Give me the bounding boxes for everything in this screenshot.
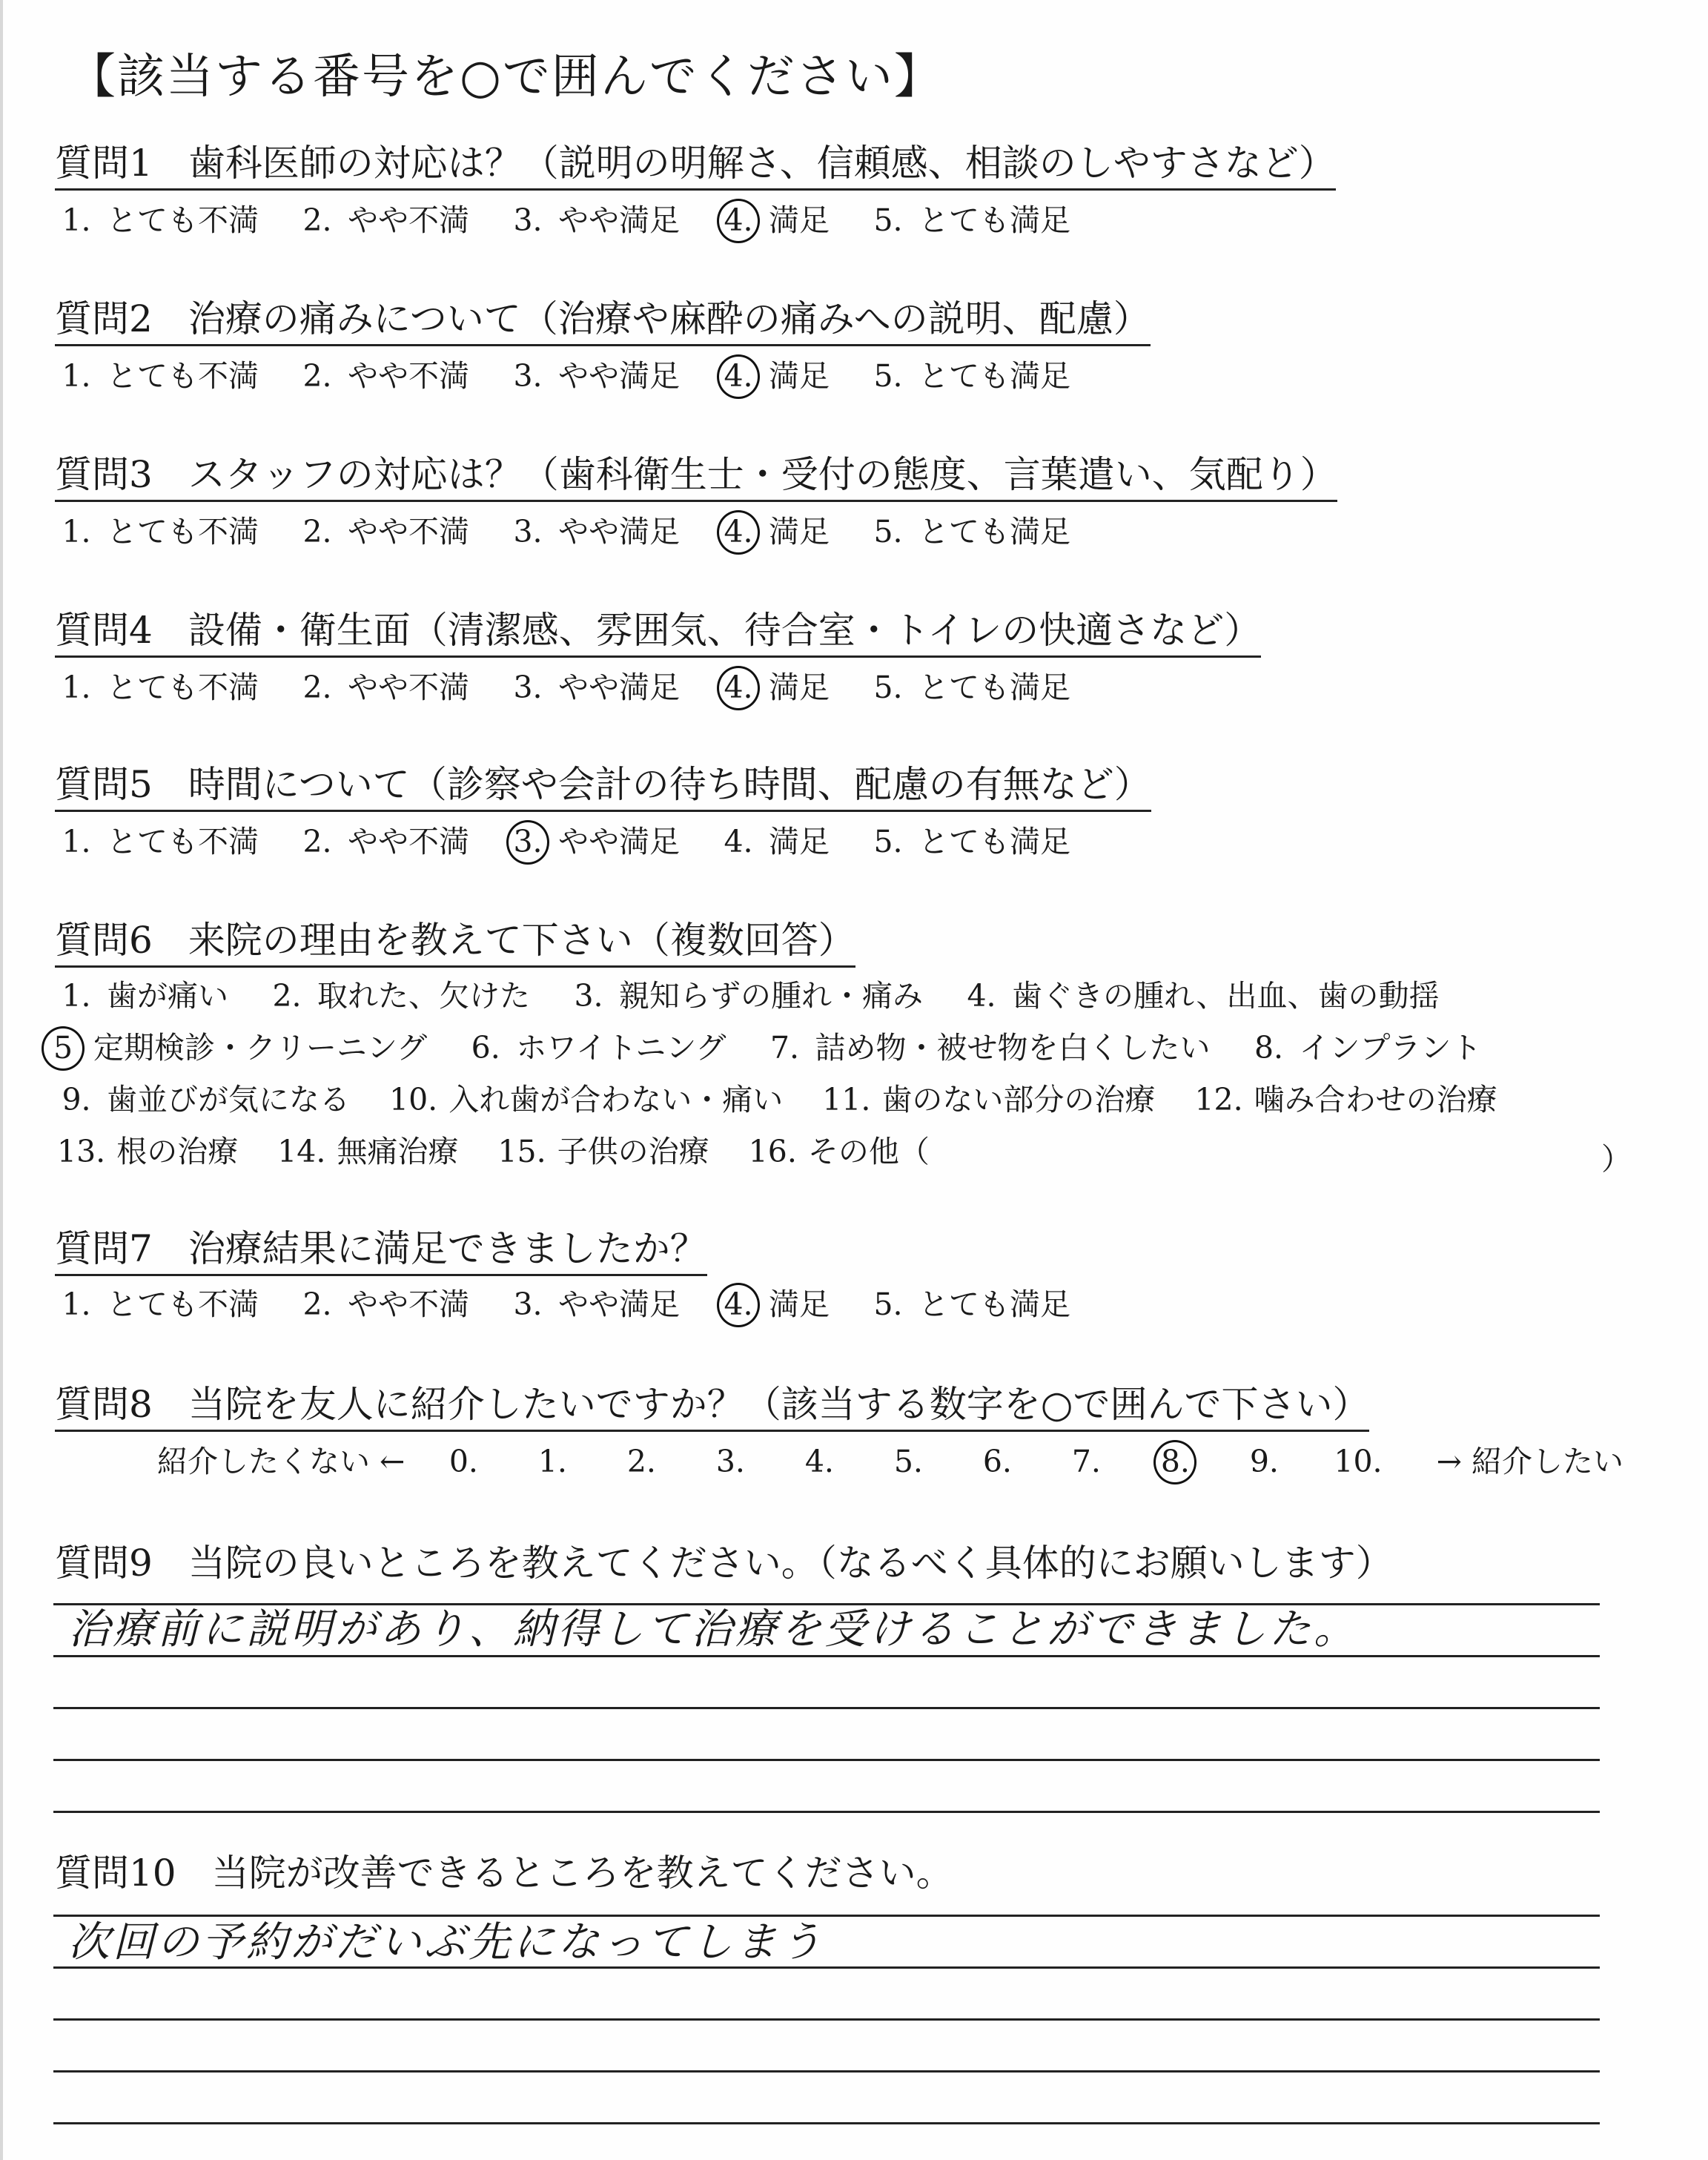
- option-label: 満足: [769, 1287, 830, 1323]
- option-number: 1.: [62, 978, 91, 1014]
- option-label: 取れた、欠けた: [317, 978, 530, 1014]
- option-number: 1.: [62, 1287, 91, 1323]
- option-number: 4.: [804, 1444, 834, 1480]
- answer-line: [53, 1966, 1600, 1969]
- answer-line: [53, 1655, 1600, 1657]
- reason-row-3: [55, 1078, 1535, 1123]
- option[interactable]: [296, 820, 469, 865]
- question-1: [55, 141, 1336, 191]
- option-number: 4.: [724, 824, 753, 860]
- option[interactable]: [717, 510, 830, 555]
- option[interactable]: [1248, 1026, 1482, 1071]
- option[interactable]: [296, 354, 469, 399]
- option[interactable]: [55, 666, 259, 710]
- answer-line: [53, 2018, 1600, 2021]
- option-number: 5.: [873, 202, 903, 239]
- question-text: 歯科医師の対応は？（説明の明解さ、信頼感、相談のしやすさなど）: [188, 142, 1336, 185]
- reason-row-4: [55, 1130, 967, 1175]
- option-label: やや不満: [348, 514, 469, 550]
- option-number: 5.: [873, 824, 903, 860]
- question-text: 当院を友人に紹介したいですか？（該当する数字を○で囲んで下さい）: [188, 1383, 1370, 1426]
- answer-line: [53, 2070, 1600, 2073]
- option[interactable]: [1065, 1440, 1116, 1484]
- question-text: 当院が改善できるところを教えてください。: [211, 1852, 953, 1895]
- form-header: 【該当する番号を○で囲んでください】: [68, 50, 943, 105]
- option-label: やや満足: [558, 358, 680, 394]
- option-label: やや不満: [348, 358, 469, 394]
- question-7: [55, 1226, 707, 1276]
- option-label: やや満足: [558, 514, 680, 550]
- question-number: 質問4: [55, 609, 153, 652]
- option[interactable]: [55, 1283, 259, 1327]
- option-number: 2.: [302, 1287, 332, 1323]
- option[interactable]: [567, 974, 923, 1019]
- question-3: [55, 452, 1337, 502]
- question-text: スタッフの対応は？（歯科衛生士・受付の態度、言葉遣い、気配り）: [188, 453, 1337, 496]
- option[interactable]: [296, 666, 469, 710]
- option-number: 0.: [448, 1444, 478, 1480]
- option[interactable]: [531, 1440, 583, 1484]
- option[interactable]: [717, 1283, 830, 1327]
- option[interactable]: [296, 199, 469, 243]
- option[interactable]: [55, 354, 259, 399]
- option-number: 3.: [715, 1444, 745, 1480]
- option[interactable]: [867, 666, 1070, 710]
- scale-right-label: → 紹介したい: [1436, 1444, 1623, 1480]
- option-label: とても不満: [107, 202, 259, 239]
- option[interactable]: [464, 1026, 726, 1071]
- option-number: 15.: [497, 1134, 546, 1170]
- option-number: 3.: [574, 978, 603, 1014]
- question-number: 質問10: [55, 1852, 176, 1895]
- option[interactable]: [887, 1440, 939, 1484]
- option[interactable]: [265, 974, 530, 1019]
- question-9: [55, 1541, 1393, 1588]
- option[interactable]: [798, 1440, 850, 1484]
- question-number: 質問3: [55, 453, 153, 496]
- option[interactable]: [867, 1283, 1070, 1327]
- question-number: 質問8: [55, 1383, 153, 1426]
- option-label: やや不満: [348, 1287, 469, 1323]
- answer-scale-4: [55, 666, 1108, 710]
- question-4: [55, 608, 1261, 658]
- option-label: 満足: [769, 824, 830, 860]
- option-label: とても不満: [107, 358, 259, 394]
- question-number: 質問2: [55, 297, 153, 340]
- option-label: とても不満: [107, 1287, 259, 1323]
- option-label: 子供の治療: [557, 1134, 709, 1170]
- answer-scale-2: [55, 354, 1108, 399]
- question-text: 時間について（診察や会計の待ち時間、配慮の有無など）: [188, 763, 1151, 806]
- question-number: 質問7: [55, 1227, 153, 1270]
- option-label: 無痛治療: [337, 1134, 459, 1170]
- answer-scale-7: [55, 1283, 1108, 1327]
- option[interactable]: [709, 1440, 761, 1484]
- question-text: 治療の痛みについて（治療や麻酔の痛みへの説明、配慮）: [188, 297, 1151, 340]
- option-number: 3.: [513, 514, 543, 550]
- option[interactable]: [867, 820, 1070, 865]
- option-number: 1.: [62, 824, 91, 860]
- option-number: 9.: [62, 1082, 91, 1118]
- option-label: 満足: [769, 358, 830, 394]
- option-label: 根の治療: [116, 1134, 239, 1170]
- option-number: 4.: [717, 199, 760, 243]
- reason-row-1: [55, 974, 1476, 1019]
- option-label: やや満足: [558, 824, 680, 860]
- option-number: 4.: [717, 510, 760, 555]
- question-2: [55, 297, 1151, 346]
- answer-line: [53, 1759, 1600, 1761]
- option-number: 4.: [717, 1283, 760, 1327]
- option-label: とても満足: [918, 202, 1070, 239]
- option[interactable]: [55, 199, 259, 243]
- option-number: 2.: [302, 670, 332, 706]
- option[interactable]: [55, 1130, 238, 1175]
- option[interactable]: [717, 666, 830, 710]
- option-label: やや満足: [558, 202, 680, 239]
- option-number: 5: [42, 1026, 85, 1071]
- recommend-scale: [157, 1440, 1623, 1484]
- option-number: 3.: [506, 820, 549, 865]
- option[interactable]: [55, 974, 228, 1019]
- option-label: とても不満: [107, 670, 259, 706]
- option-number: 2.: [302, 514, 332, 550]
- option[interactable]: [55, 510, 259, 555]
- question-6: [55, 918, 855, 968]
- option-label: 噛み合わせの治療: [1254, 1082, 1497, 1118]
- option-label: 詰め物・被せ物を白くしたい: [815, 1030, 1211, 1066]
- answer-line: [53, 1811, 1600, 1813]
- question-text: 来院の理由を教えて下さい（複数回答）: [188, 919, 855, 962]
- option[interactable]: [506, 510, 680, 555]
- option-label: とても満足: [918, 358, 1070, 394]
- option[interactable]: [1242, 1440, 1294, 1484]
- option[interactable]: [747, 1130, 930, 1175]
- option-label: ホワイトニング: [516, 1030, 726, 1066]
- option[interactable]: [717, 354, 830, 399]
- option-number: 5.: [873, 514, 903, 550]
- option[interactable]: [867, 510, 1070, 555]
- option-label: その他（: [807, 1134, 930, 1170]
- option-number: 1.: [62, 514, 91, 550]
- option[interactable]: [867, 199, 1070, 243]
- option-label: とても満足: [918, 670, 1070, 706]
- option-number: 4.: [967, 978, 996, 1014]
- option-number: 12.: [1194, 1082, 1243, 1118]
- option-number: 2.: [302, 202, 332, 239]
- option[interactable]: [764, 1026, 1211, 1071]
- option-number: 2.: [626, 1444, 656, 1480]
- option[interactable]: [296, 1283, 469, 1327]
- option-number: 3.: [513, 202, 543, 239]
- option-number: 1.: [537, 1444, 567, 1480]
- option-number: 1.: [62, 202, 91, 239]
- option-label: やや不満: [348, 670, 469, 706]
- option-label: 歯ぐきの腫れ、出血、歯の動揺: [1012, 978, 1440, 1014]
- option-number: 3.: [513, 670, 543, 706]
- question-8: [55, 1382, 1369, 1432]
- option-label: 歯が痛い: [107, 978, 228, 1014]
- answer-scale-5: [55, 820, 1108, 865]
- option-label: とても満足: [918, 1287, 1070, 1323]
- option[interactable]: [506, 354, 680, 399]
- option-label: やや満足: [558, 1287, 680, 1323]
- option-number: 4.: [717, 354, 760, 399]
- option-number: 10.: [1334, 1444, 1383, 1480]
- option-label: インプラント: [1299, 1030, 1482, 1066]
- option-label: 入れ歯が合わない・痛い: [448, 1082, 784, 1118]
- option[interactable]: [506, 1283, 680, 1327]
- option-label: やや満足: [558, 670, 680, 706]
- answer-line: [53, 1707, 1600, 1709]
- option[interactable]: [442, 1440, 494, 1484]
- question-5: [55, 762, 1151, 812]
- option[interactable]: [717, 820, 830, 865]
- question-number: 質問5: [55, 763, 153, 806]
- option[interactable]: [620, 1440, 672, 1484]
- question-number: 質問1: [55, 142, 153, 185]
- option[interactable]: [976, 1440, 1027, 1484]
- option[interactable]: [55, 820, 259, 865]
- option[interactable]: [820, 1078, 1155, 1123]
- option[interactable]: [296, 510, 469, 555]
- option-number: 5.: [873, 358, 903, 394]
- handwritten-answer-9[interactable]: 治療前に説明があり、納得して治療を受けることができました。: [68, 1605, 1358, 1654]
- scan-edge: [0, 0, 3, 2160]
- other-close-paren: ）: [1601, 1141, 1632, 1177]
- option-label: 親知らずの腫れ・痛み: [619, 978, 923, 1014]
- option-number: 9.: [1249, 1444, 1279, 1480]
- option-number: 1.: [62, 358, 91, 394]
- option-number: 16.: [748, 1134, 797, 1170]
- option-number: 1.: [62, 670, 91, 706]
- option-number: 5.: [873, 670, 903, 706]
- option[interactable]: [506, 666, 680, 710]
- question-text: 設備・衛生面（清潔感、雰囲気、待合室・トイレの快適さなど）: [188, 609, 1262, 652]
- option-label: やや不満: [348, 824, 469, 860]
- option-number: 7.: [769, 1030, 800, 1066]
- answer-scale-1: [55, 199, 1108, 243]
- option-number: 6.: [982, 1444, 1012, 1480]
- scale-left-label: 紹介したくない ←: [157, 1444, 406, 1480]
- option-number: 5.: [893, 1444, 923, 1480]
- option[interactable]: [275, 1130, 458, 1175]
- option-number: 8.: [1254, 1030, 1284, 1066]
- option[interactable]: [867, 354, 1070, 399]
- option-label: やや不満: [348, 202, 469, 239]
- option-label: 歯並びが気になる: [107, 1082, 350, 1118]
- question-10: [55, 1851, 953, 1898]
- option-label: 定期検診・クリーニング: [93, 1030, 428, 1066]
- option-number: 2.: [272, 978, 302, 1014]
- option-label: 満足: [769, 670, 830, 706]
- option-number: 5.: [873, 1287, 903, 1323]
- option-number: 6.: [471, 1030, 500, 1066]
- option-label: 満足: [769, 202, 830, 239]
- option[interactable]: [495, 1130, 709, 1175]
- question-text: 治療結果に満足できましたか？: [188, 1227, 707, 1270]
- option-number: 10.: [389, 1082, 438, 1118]
- option[interactable]: [387, 1078, 783, 1123]
- option-number: 14.: [277, 1134, 326, 1170]
- option-label: 歯のない部分の治療: [881, 1082, 1156, 1118]
- reason-row-2: [42, 1026, 1519, 1071]
- handwritten-answer-10[interactable]: 次回の予約がだいぶ先になってしまう: [68, 1918, 824, 1966]
- option-number: 11.: [822, 1082, 871, 1118]
- option-number: 2.: [302, 358, 332, 394]
- question-number: 質問9: [55, 1542, 153, 1585]
- answer-line: [53, 2122, 1600, 2124]
- option-label: とても不満: [107, 514, 259, 550]
- option[interactable]: [506, 199, 680, 243]
- option[interactable]: [55, 1078, 350, 1123]
- option[interactable]: [506, 820, 680, 865]
- option-label: とても満足: [918, 514, 1070, 550]
- option-label: 満足: [769, 514, 830, 550]
- option-number: 3.: [513, 1287, 543, 1323]
- option-number: 8.: [1153, 1440, 1196, 1484]
- option-number: 3.: [513, 358, 543, 394]
- question-text: 当院の良いところを教えてください。（なるべく具体的にお願いします）: [188, 1542, 1393, 1585]
- option[interactable]: [960, 974, 1439, 1019]
- option[interactable]: [1153, 1440, 1205, 1484]
- option-number: 2.: [302, 824, 332, 860]
- answer-line: [53, 1915, 1600, 1917]
- option[interactable]: [42, 1026, 427, 1071]
- option-label: とても満足: [918, 824, 1070, 860]
- option[interactable]: [1192, 1078, 1497, 1123]
- option[interactable]: [1331, 1440, 1393, 1484]
- option-label: とても不満: [107, 824, 259, 860]
- question-number: 質問6: [55, 919, 153, 962]
- option-number: 13.: [57, 1134, 106, 1170]
- answer-scale-3: [55, 510, 1108, 555]
- option-number: 4.: [717, 666, 760, 710]
- option-number: 7.: [1071, 1444, 1101, 1480]
- option[interactable]: [717, 199, 830, 243]
